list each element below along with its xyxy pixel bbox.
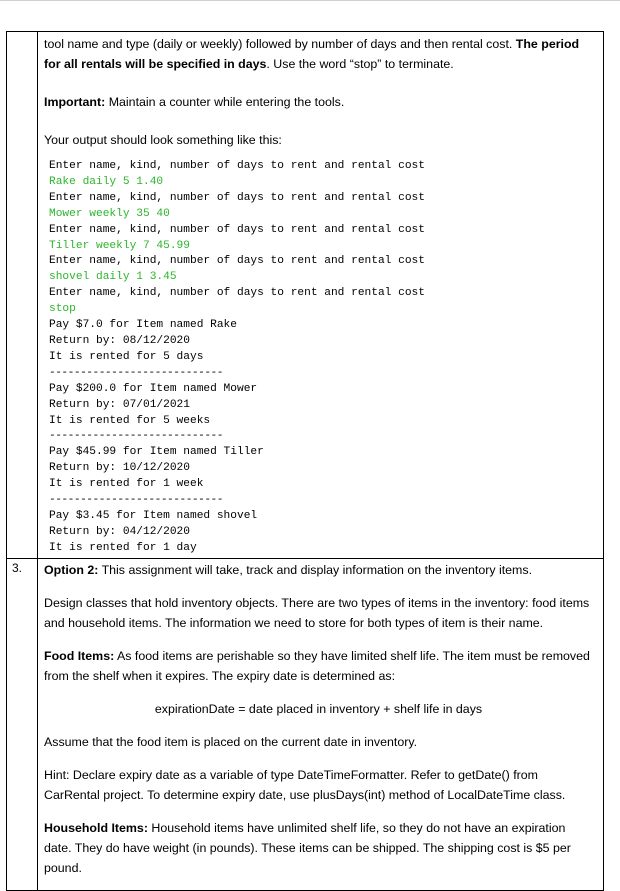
console-result-line: It is rented for 5 days (49, 350, 204, 363)
option-label: Option 2: (44, 562, 99, 577)
console-input: shovel daily 1 3.45 (49, 271, 177, 284)
formula: expirationDate = date placed in inventory + shelf life in days (154, 701, 483, 716)
console-input: Tiller weekly 7 45.99 (49, 239, 190, 252)
console-result-line: Pay $3.45 for Item named shovel (49, 509, 258, 522)
console-separator: ---------------------------- (49, 494, 223, 507)
option-paragraph: Option 2: This assignment will take, track and display information on the inventory items. (44, 562, 533, 577)
console-prompt: Enter name, kind, number of days to rent and rental cost (49, 287, 425, 300)
food-paragraph: Food Items: As food items are perishable so they have limited shelf life. The item must be removed from the shelf when it expires. The expiry date is determined as: (44, 648, 590, 683)
food-label: Food Items: (44, 648, 115, 663)
row-content-cell (38, 558, 604, 890)
table-row-option-2 (7, 558, 604, 890)
row-content-cell (38, 32, 604, 559)
console-input: Mower weekly 35 40 (49, 207, 170, 220)
console-result-line: It is rented for 1 week (49, 478, 204, 491)
console-prompt: Enter name, kind, number of days to rent and rental cost (49, 191, 425, 204)
console-result-line: Return by: 08/12/2020 (49, 334, 190, 347)
household-paragraph: Household Items: Household items have unlimited shelf life, so they do not have an expiration date. They do have weight (in pounds). These items can be shipped. The shipping cost is $5 per pound. (44, 820, 571, 875)
period-emphasis: The period for all rentals will be specified in days (44, 37, 580, 71)
assignment-table (6, 31, 604, 891)
console-result-line: It is rented for 5 weeks (49, 414, 211, 427)
table-row-option-1 (7, 32, 604, 559)
console-prompt: Enter name, kind, number of days to rent and rental cost (49, 223, 425, 236)
console-input: stop (49, 303, 76, 316)
console-result-line: Return by: 10/12/2020 (49, 462, 190, 475)
output-intro: Your output should look something like this: (44, 133, 282, 147)
row-number-cell: 3. (7, 558, 38, 890)
important-label: Important: (44, 95, 106, 109)
page-top-border (0, 0, 620, 1)
console-result-line: Pay $45.99 for Item named Tiller (49, 446, 264, 459)
console-separator: ---------------------------- (49, 430, 223, 443)
household-label: Household Items: (44, 820, 148, 835)
console-result-line: Pay $7.0 for Item named Rake (49, 319, 237, 332)
console-result-line: Return by: 07/01/2021 (49, 398, 190, 411)
console-result-line: Pay $200.0 for Item named Mower (49, 382, 258, 395)
console-result-line: It is rented for 1 day (49, 541, 197, 554)
console-prompt: Enter name, kind, number of days to rent and rental cost (49, 160, 425, 172)
console-result-line: Return by: 04/12/2020 (49, 525, 190, 538)
sample-console-output (44, 159, 593, 557)
console-input: Rake daily 5 1.40 (49, 175, 164, 188)
intro-paragraph: tool name and type (daily or weekly) followed by number of days and then rental cost. The period for all rentals will be specified in days. Use the word “stop” to terminate. (44, 37, 580, 71)
row-number-cell (7, 32, 38, 559)
console-separator: ---------------------------- (49, 366, 223, 379)
console-prompt: Enter name, kind, number of days to rent and rental cost (49, 255, 425, 268)
assume-paragraph: Assume that the food item is placed on the current date in inventory. (44, 734, 418, 749)
design-paragraph: Design classes that hold inventory objects. There are two types of items in the inventory: food items and household items. The information we need to store for both types of item is their name. (44, 595, 590, 630)
hint-paragraph: Hint: Declare expiry date as a variable of type DateTimeFormatter. Refer to getDate() from CarRental project. To determine expiry date, use plusDays(int) method of LocalDateTime class. (44, 767, 566, 802)
important-paragraph: Important: Maintain a counter while entering the tools. (44, 95, 345, 109)
